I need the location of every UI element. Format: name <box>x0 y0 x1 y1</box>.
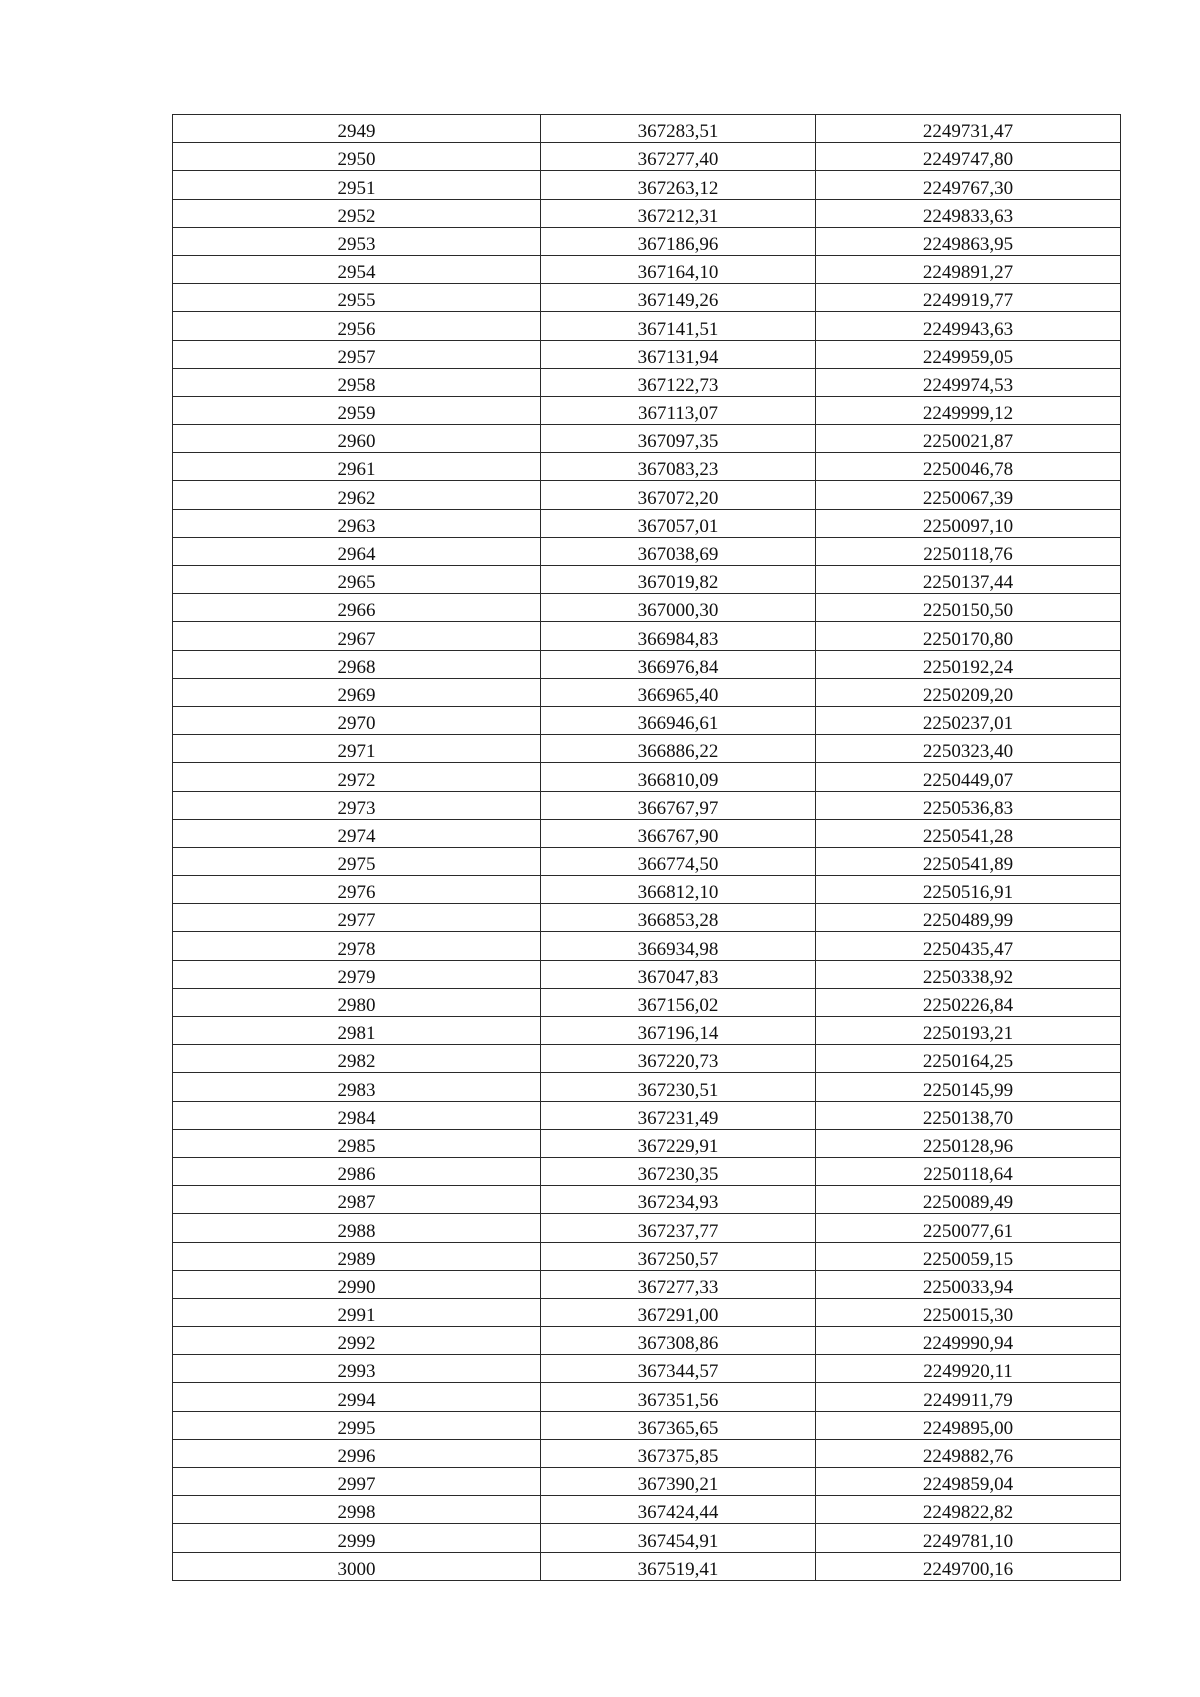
point-number-cell: 2994 <box>173 1383 541 1411</box>
x-coordinate-cell: 367277,33 <box>541 1270 816 1298</box>
x-coordinate-cell: 367229,91 <box>541 1129 816 1157</box>
table-row <box>173 227 1121 255</box>
y-coordinate-cell: 2249891,27 <box>816 255 1121 283</box>
table-row <box>173 509 1121 537</box>
point-number-cell: 2971 <box>173 735 541 763</box>
table-row <box>173 396 1121 424</box>
table-row <box>173 1355 1121 1383</box>
table-row <box>173 1157 1121 1185</box>
point-number-cell: 2960 <box>173 425 541 453</box>
y-coordinate-cell: 2249767,30 <box>816 171 1121 199</box>
coordinates-table <box>172 114 1121 1581</box>
x-coordinate-cell: 367164,10 <box>541 255 816 283</box>
table-row <box>173 819 1121 847</box>
table-row <box>173 1101 1121 1129</box>
y-coordinate-cell: 2250164,25 <box>816 1045 1121 1073</box>
point-number-cell: 2979 <box>173 960 541 988</box>
coordinates-table-body <box>173 115 1121 1581</box>
table-row <box>173 453 1121 481</box>
y-coordinate-cell: 2249781,10 <box>816 1524 1121 1552</box>
point-number-cell: 2953 <box>173 227 541 255</box>
table-row <box>173 425 1121 453</box>
table-row <box>173 735 1121 763</box>
x-coordinate-cell: 367390,21 <box>541 1468 816 1496</box>
point-number-cell: 2980 <box>173 988 541 1016</box>
table-row <box>173 650 1121 678</box>
y-coordinate-cell: 2249919,77 <box>816 284 1121 312</box>
x-coordinate-cell: 366946,61 <box>541 706 816 734</box>
y-coordinate-cell: 2249990,94 <box>816 1327 1121 1355</box>
table-row <box>173 1214 1121 1242</box>
x-coordinate-cell: 367038,69 <box>541 537 816 565</box>
y-coordinate-cell: 2250021,87 <box>816 425 1121 453</box>
table-row <box>173 932 1121 960</box>
y-coordinate-cell: 2250046,78 <box>816 453 1121 481</box>
y-coordinate-cell: 2250059,15 <box>816 1242 1121 1270</box>
table-row <box>173 255 1121 283</box>
point-number-cell: 2962 <box>173 481 541 509</box>
y-coordinate-cell: 2249920,11 <box>816 1355 1121 1383</box>
x-coordinate-cell: 367519,41 <box>541 1552 816 1580</box>
point-number-cell: 2996 <box>173 1439 541 1467</box>
x-coordinate-cell: 367220,73 <box>541 1045 816 1073</box>
table-row <box>173 904 1121 932</box>
table-row <box>173 143 1121 171</box>
table-row <box>173 960 1121 988</box>
x-coordinate-cell: 367250,57 <box>541 1242 816 1270</box>
x-coordinate-cell: 366767,90 <box>541 819 816 847</box>
x-coordinate-cell: 367263,12 <box>541 171 816 199</box>
y-coordinate-cell: 2250541,28 <box>816 819 1121 847</box>
y-coordinate-cell: 2249731,47 <box>816 115 1121 143</box>
table-row <box>173 1017 1121 1045</box>
point-number-cell: 2995 <box>173 1411 541 1439</box>
table-row <box>173 622 1121 650</box>
y-coordinate-cell: 2249999,12 <box>816 396 1121 424</box>
y-coordinate-cell: 2250118,76 <box>816 537 1121 565</box>
point-number-cell: 2981 <box>173 1017 541 1045</box>
x-coordinate-cell: 366853,28 <box>541 904 816 932</box>
x-coordinate-cell: 366812,10 <box>541 876 816 904</box>
y-coordinate-cell: 2250118,64 <box>816 1157 1121 1185</box>
point-number-cell: 2985 <box>173 1129 541 1157</box>
y-coordinate-cell: 2249833,63 <box>816 199 1121 227</box>
y-coordinate-cell: 2250536,83 <box>816 791 1121 819</box>
x-coordinate-cell: 367047,83 <box>541 960 816 988</box>
x-coordinate-cell: 367083,23 <box>541 453 816 481</box>
y-coordinate-cell: 2250192,24 <box>816 650 1121 678</box>
x-coordinate-cell: 367351,56 <box>541 1383 816 1411</box>
point-number-cell: 2965 <box>173 566 541 594</box>
x-coordinate-cell: 367097,35 <box>541 425 816 453</box>
x-coordinate-cell: 367141,51 <box>541 312 816 340</box>
x-coordinate-cell: 367196,14 <box>541 1017 816 1045</box>
point-number-cell: 2950 <box>173 143 541 171</box>
y-coordinate-cell: 2250077,61 <box>816 1214 1121 1242</box>
point-number-cell: 2967 <box>173 622 541 650</box>
y-coordinate-cell: 2249822,82 <box>816 1496 1121 1524</box>
y-coordinate-cell: 2249859,04 <box>816 1468 1121 1496</box>
y-coordinate-cell: 2249747,80 <box>816 143 1121 171</box>
x-coordinate-cell: 367072,20 <box>541 481 816 509</box>
point-number-cell: 2954 <box>173 255 541 283</box>
x-coordinate-cell: 367019,82 <box>541 566 816 594</box>
y-coordinate-cell: 2250516,91 <box>816 876 1121 904</box>
point-number-cell: 2955 <box>173 284 541 312</box>
y-coordinate-cell: 2250338,92 <box>816 960 1121 988</box>
table-row <box>173 537 1121 565</box>
table-row <box>173 1524 1121 1552</box>
table-row <box>173 1298 1121 1326</box>
y-coordinate-cell: 2250097,10 <box>816 509 1121 537</box>
table-row <box>173 284 1121 312</box>
point-number-cell: 2972 <box>173 763 541 791</box>
table-row <box>173 1129 1121 1157</box>
table-row <box>173 876 1121 904</box>
table-row <box>173 678 1121 706</box>
x-coordinate-cell: 367454,91 <box>541 1524 816 1552</box>
y-coordinate-cell: 2250541,89 <box>816 847 1121 875</box>
point-number-cell: 2949 <box>173 115 541 143</box>
table-row <box>173 481 1121 509</box>
point-number-cell: 2961 <box>173 453 541 481</box>
table-row <box>173 312 1121 340</box>
y-coordinate-cell: 2250193,21 <box>816 1017 1121 1045</box>
y-coordinate-cell: 2250209,20 <box>816 678 1121 706</box>
y-coordinate-cell: 2249974,53 <box>816 368 1121 396</box>
y-coordinate-cell: 2250449,07 <box>816 763 1121 791</box>
x-coordinate-cell: 366984,83 <box>541 622 816 650</box>
point-number-cell: 2956 <box>173 312 541 340</box>
table-row <box>173 791 1121 819</box>
y-coordinate-cell: 2250015,30 <box>816 1298 1121 1326</box>
table-row <box>173 340 1121 368</box>
y-coordinate-cell: 2250137,44 <box>816 566 1121 594</box>
point-number-cell: 2998 <box>173 1496 541 1524</box>
point-number-cell: 2973 <box>173 791 541 819</box>
point-number-cell: 2988 <box>173 1214 541 1242</box>
x-coordinate-cell: 367234,93 <box>541 1186 816 1214</box>
table-row <box>173 1411 1121 1439</box>
y-coordinate-cell: 2250237,01 <box>816 706 1121 734</box>
y-coordinate-cell: 2250323,40 <box>816 735 1121 763</box>
point-number-cell: 2958 <box>173 368 541 396</box>
x-coordinate-cell: 367000,30 <box>541 594 816 622</box>
table-row <box>173 1073 1121 1101</box>
x-coordinate-cell: 367237,77 <box>541 1214 816 1242</box>
table-row <box>173 763 1121 791</box>
table-row <box>173 1496 1121 1524</box>
table-row <box>173 847 1121 875</box>
x-coordinate-cell: 367344,57 <box>541 1355 816 1383</box>
table-row <box>173 1045 1121 1073</box>
x-coordinate-cell: 367230,51 <box>541 1073 816 1101</box>
x-coordinate-cell: 367230,35 <box>541 1157 816 1185</box>
table-row <box>173 988 1121 1016</box>
point-number-cell: 2974 <box>173 819 541 847</box>
x-coordinate-cell: 367277,40 <box>541 143 816 171</box>
table-row <box>173 1327 1121 1355</box>
y-coordinate-cell: 2249895,00 <box>816 1411 1121 1439</box>
y-coordinate-cell: 2250226,84 <box>816 988 1121 1016</box>
point-number-cell: 2993 <box>173 1355 541 1383</box>
point-number-cell: 2966 <box>173 594 541 622</box>
point-number-cell: 2990 <box>173 1270 541 1298</box>
point-number-cell: 2997 <box>173 1468 541 1496</box>
y-coordinate-cell: 2250145,99 <box>816 1073 1121 1101</box>
point-number-cell: 2978 <box>173 932 541 960</box>
x-coordinate-cell: 367057,01 <box>541 509 816 537</box>
table-row <box>173 1242 1121 1270</box>
table-row <box>173 171 1121 199</box>
point-number-cell: 2968 <box>173 650 541 678</box>
table-row <box>173 1270 1121 1298</box>
x-coordinate-cell: 366886,22 <box>541 735 816 763</box>
table-row <box>173 566 1121 594</box>
table-row <box>173 1439 1121 1467</box>
table-row <box>173 1552 1121 1580</box>
x-coordinate-cell: 367186,96 <box>541 227 816 255</box>
table-row <box>173 1468 1121 1496</box>
x-coordinate-cell: 366976,84 <box>541 650 816 678</box>
y-coordinate-cell: 2249911,79 <box>816 1383 1121 1411</box>
x-coordinate-cell: 367291,00 <box>541 1298 816 1326</box>
point-number-cell: 2992 <box>173 1327 541 1355</box>
point-number-cell: 2983 <box>173 1073 541 1101</box>
x-coordinate-cell: 366810,09 <box>541 763 816 791</box>
y-coordinate-cell: 2249863,95 <box>816 227 1121 255</box>
table-row <box>173 115 1121 143</box>
table-row <box>173 706 1121 734</box>
x-coordinate-cell: 366934,98 <box>541 932 816 960</box>
point-number-cell: 2986 <box>173 1157 541 1185</box>
point-number-cell: 2977 <box>173 904 541 932</box>
y-coordinate-cell: 2250435,47 <box>816 932 1121 960</box>
y-coordinate-cell: 2250489,99 <box>816 904 1121 932</box>
point-number-cell: 2975 <box>173 847 541 875</box>
point-number-cell: 2976 <box>173 876 541 904</box>
x-coordinate-cell: 366965,40 <box>541 678 816 706</box>
point-number-cell: 2982 <box>173 1045 541 1073</box>
point-number-cell: 2964 <box>173 537 541 565</box>
x-coordinate-cell: 367365,65 <box>541 1411 816 1439</box>
x-coordinate-cell: 367156,02 <box>541 988 816 1016</box>
table-row <box>173 199 1121 227</box>
y-coordinate-cell: 2249959,05 <box>816 340 1121 368</box>
point-number-cell: 2984 <box>173 1101 541 1129</box>
x-coordinate-cell: 367231,49 <box>541 1101 816 1129</box>
y-coordinate-cell: 2250128,96 <box>816 1129 1121 1157</box>
x-coordinate-cell: 367122,73 <box>541 368 816 396</box>
point-number-cell: 2989 <box>173 1242 541 1270</box>
x-coordinate-cell: 367212,31 <box>541 199 816 227</box>
point-number-cell: 2991 <box>173 1298 541 1326</box>
point-number-cell: 2963 <box>173 509 541 537</box>
y-coordinate-cell: 2249882,76 <box>816 1439 1121 1467</box>
point-number-cell: 2999 <box>173 1524 541 1552</box>
x-coordinate-cell: 367283,51 <box>541 115 816 143</box>
x-coordinate-cell: 366767,97 <box>541 791 816 819</box>
table-row <box>173 1186 1121 1214</box>
point-number-cell: 2952 <box>173 199 541 227</box>
y-coordinate-cell: 2250170,80 <box>816 622 1121 650</box>
table-row <box>173 1383 1121 1411</box>
x-coordinate-cell: 366774,50 <box>541 847 816 875</box>
x-coordinate-cell: 367375,85 <box>541 1439 816 1467</box>
x-coordinate-cell: 367149,26 <box>541 284 816 312</box>
y-coordinate-cell: 2250033,94 <box>816 1270 1121 1298</box>
y-coordinate-cell: 2249700,16 <box>816 1552 1121 1580</box>
x-coordinate-cell: 367424,44 <box>541 1496 816 1524</box>
point-number-cell: 3000 <box>173 1552 541 1580</box>
y-coordinate-cell: 2250089,49 <box>816 1186 1121 1214</box>
table-row <box>173 594 1121 622</box>
y-coordinate-cell: 2250150,50 <box>816 594 1121 622</box>
point-number-cell: 2970 <box>173 706 541 734</box>
point-number-cell: 2959 <box>173 396 541 424</box>
point-number-cell: 2951 <box>173 171 541 199</box>
y-coordinate-cell: 2249943,63 <box>816 312 1121 340</box>
point-number-cell: 2969 <box>173 678 541 706</box>
x-coordinate-cell: 367113,07 <box>541 396 816 424</box>
point-number-cell: 2957 <box>173 340 541 368</box>
x-coordinate-cell: 367131,94 <box>541 340 816 368</box>
y-coordinate-cell: 2250067,39 <box>816 481 1121 509</box>
x-coordinate-cell: 367308,86 <box>541 1327 816 1355</box>
point-number-cell: 2987 <box>173 1186 541 1214</box>
y-coordinate-cell: 2250138,70 <box>816 1101 1121 1129</box>
table-row <box>173 368 1121 396</box>
